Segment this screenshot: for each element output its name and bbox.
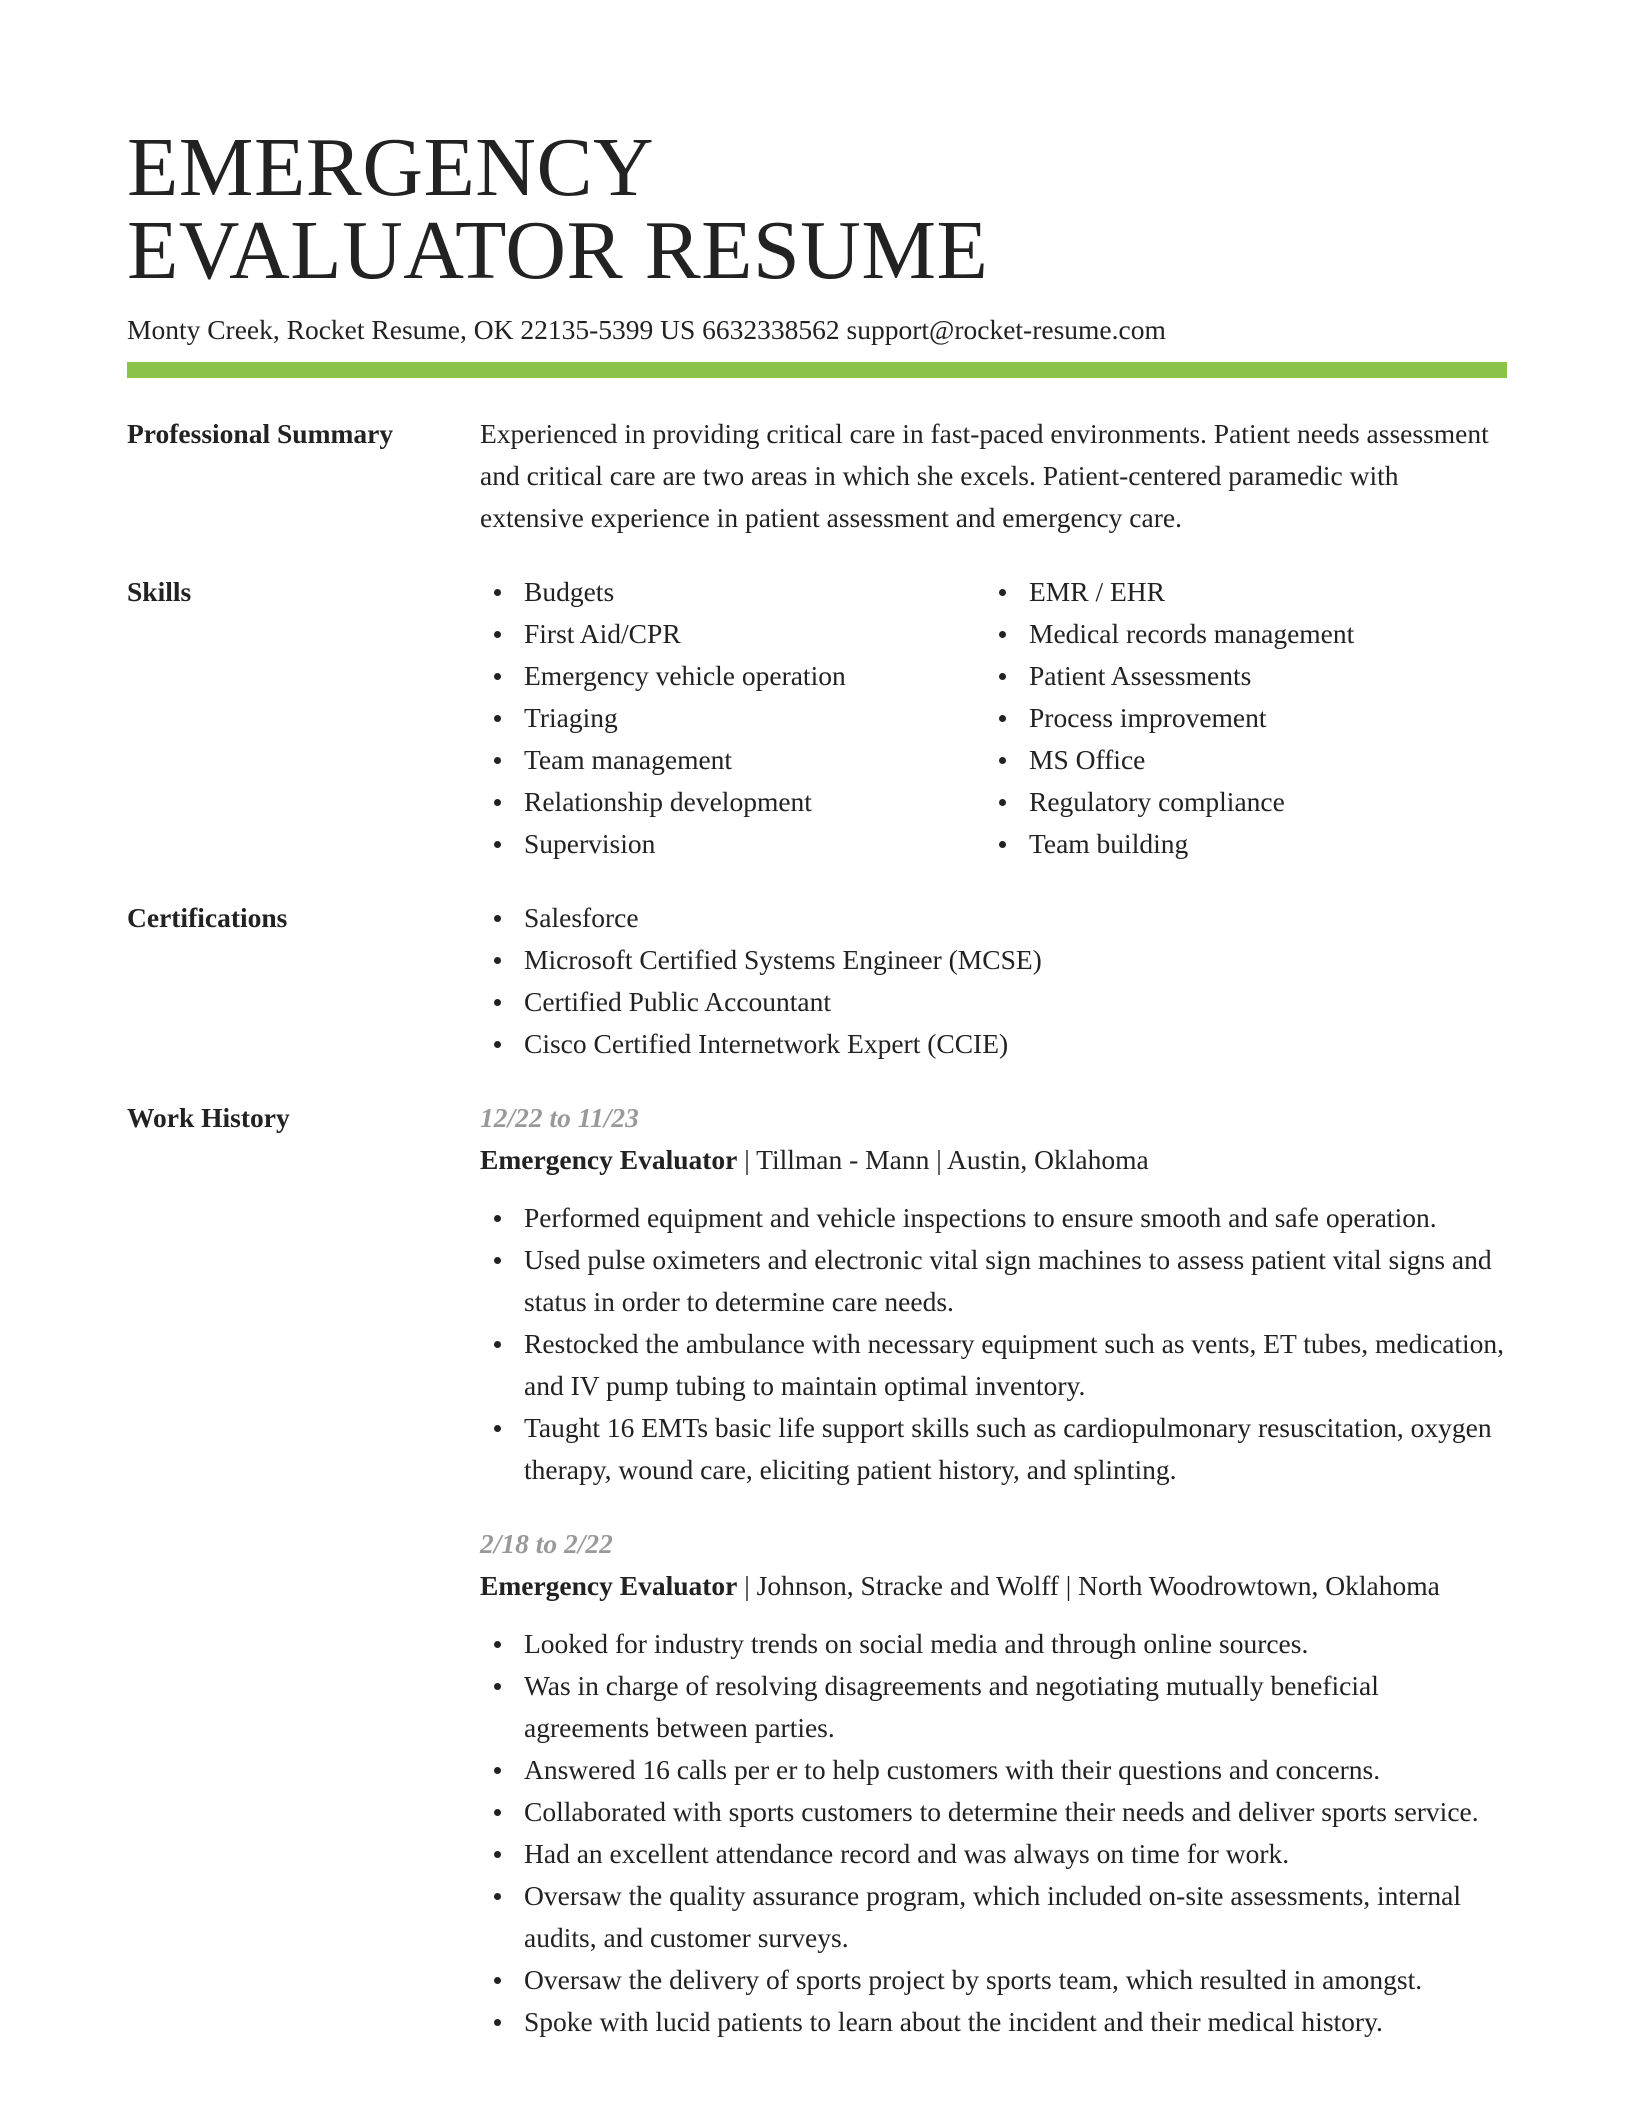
job-details: | Tillman - Mann | Austin, Oklahoma xyxy=(737,1144,1149,1175)
skills-section xyxy=(127,571,1507,865)
skill-item: Team management xyxy=(480,739,985,781)
summary-label: Professional Summary xyxy=(127,418,394,449)
skill-item: Relationship development xyxy=(480,781,985,823)
job-entry xyxy=(480,1523,1507,2043)
skill-item: Budgets xyxy=(480,571,985,613)
resume-page xyxy=(127,0,1507,2043)
skill-item: Supervision xyxy=(480,823,985,865)
work-history-label: Work History xyxy=(127,1102,290,1133)
skill-item: Patient Assessments xyxy=(985,655,1490,697)
skills-list-right xyxy=(985,571,1490,865)
skill-item: Emergency vehicle operation xyxy=(480,655,985,697)
summary-section xyxy=(127,413,1507,539)
job-bullet: Answered 16 calls per er to help customers with their questions and concerns. xyxy=(480,1749,1507,1791)
job-bullet: Oversaw the delivery of sports project by sports team, which resulted in amongst. xyxy=(480,1959,1507,2001)
skills-list-left xyxy=(480,571,985,865)
contact-info: Monty Creek, Rocket Resume, OK 22135-5399 US 6632338562 support@rocket-resume.com xyxy=(127,314,1166,345)
job-title: Emergency Evaluator xyxy=(480,1570,738,1601)
certification-item: Microsoft Certified Systems Engineer (MCSE) xyxy=(480,939,1507,981)
skill-item: MS Office xyxy=(985,739,1490,781)
skill-item: Team building xyxy=(985,823,1490,865)
job-bullets xyxy=(480,1623,1507,2043)
skill-item: First Aid/CPR xyxy=(480,613,985,655)
job-bullet: Collaborated with sports customers to determine their needs and deliver sports service. xyxy=(480,1791,1507,1833)
work-history-section xyxy=(127,1097,1507,2043)
job-dates: 12/22 to 11/23 xyxy=(480,1102,639,1133)
job-bullet: Oversaw the quality assurance program, which included on-site assessments, internal audits, and customer surveys. xyxy=(480,1875,1507,1959)
job-bullet: Looked for industry trends on social media and through online sources. xyxy=(480,1623,1507,1665)
job-bullet: Had an excellent attendance record and was always on time for work. xyxy=(480,1833,1507,1875)
job-bullet: Used pulse oximeters and electronic vital sign machines to assess patient vital signs and status in order to determine care needs. xyxy=(480,1239,1507,1323)
job-bullet: Performed equipment and vehicle inspections to ensure smooth and safe operation. xyxy=(480,1197,1507,1239)
certifications-list xyxy=(480,897,1507,1065)
title-line-1: EMERGENCY xyxy=(127,121,655,214)
job-heading xyxy=(480,1139,1507,1181)
certifications-section xyxy=(127,897,1507,1065)
job-bullet: Was in charge of resolving disagreements and negotiating mutually beneficial agreements between parties. xyxy=(480,1665,1507,1749)
job-bullets xyxy=(480,1197,1507,1491)
certifications-label: Certifications xyxy=(127,902,288,933)
certification-item: Salesforce xyxy=(480,897,1507,939)
job-bullet: Spoke with lucid patients to learn about the incident and their medical history. xyxy=(480,2001,1507,2043)
job-entry xyxy=(480,1097,1507,1491)
summary-text: Experienced in providing critical care in fast-paced environments. Patient needs assessment and critical care are two areas in which she excels. Patient-centered paramedic with extensive experience in patient assessment and emergency care. xyxy=(480,418,1489,533)
job-bullet: Restocked the ambulance with necessary equipment such as vents, ET tubes, medication, and IV pump tubing to maintain optimal inventory. xyxy=(480,1323,1507,1407)
skills-label: Skills xyxy=(127,576,192,607)
skill-item: Process improvement xyxy=(985,697,1490,739)
job-details: | Johnson, Stracke and Wolff | North Woodrowtown, Oklahoma xyxy=(737,1570,1440,1601)
skill-item: EMR / EHR xyxy=(985,571,1490,613)
job-bullet: Taught 16 EMTs basic life support skills such as cardiopulmonary resuscitation, oxygen therapy, wound care, eliciting patient history, and splinting. xyxy=(480,1407,1507,1491)
accent-divider xyxy=(127,362,1507,378)
title-line-2: EVALUATOR RESUME xyxy=(127,204,989,297)
job-dates: 2/18 to 2/22 xyxy=(480,1528,613,1559)
certification-item: Certified Public Accountant xyxy=(480,981,1507,1023)
resume-title xyxy=(127,0,1507,297)
job-heading xyxy=(480,1565,1507,1607)
skill-item: Medical records management xyxy=(985,613,1490,655)
skill-item: Regulatory compliance xyxy=(985,781,1490,823)
certification-item: Cisco Certified Internetwork Expert (CCIE) xyxy=(480,1023,1507,1065)
job-title: Emergency Evaluator xyxy=(480,1144,738,1175)
skill-item: Triaging xyxy=(480,697,985,739)
